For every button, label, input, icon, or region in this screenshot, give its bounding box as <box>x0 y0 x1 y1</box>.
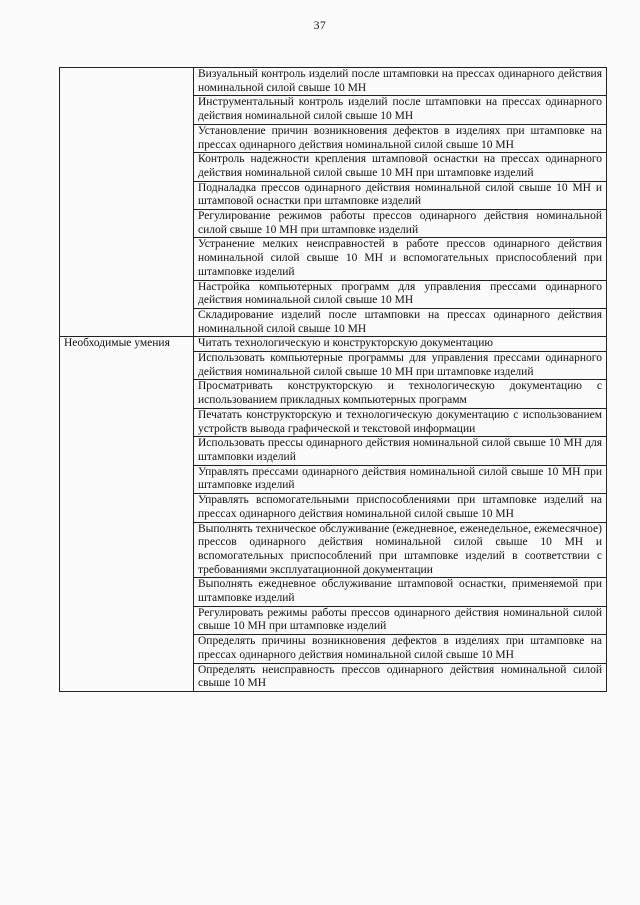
skill-item: Определять неисправность прессов одинарного действия номинальной силой свыше 10 МН <box>194 663 607 691</box>
skills-section <box>60 337 607 692</box>
table-row <box>60 68 607 96</box>
skill-item: Просматривать конструкторскую и технологическую документацию с использованием прикладных компьютерных программ <box>194 380 607 408</box>
skills-label: Необходимые умения <box>60 337 194 692</box>
standard-table <box>59 67 607 692</box>
labor-action-item: Подналадка прессов одинарного действия номинальной силой свыше 10 МН и штамповой оснастки при штамповке изделий <box>194 181 607 209</box>
page-number: 37 <box>313 20 327 32</box>
table-row <box>60 337 607 352</box>
labor-action-item: Контроль надежности крепления штамповой оснастки на прессах одинарного действия номинальной силой свыше 10 МН при штамповке изделий <box>194 153 607 181</box>
skill-item: Использовать прессы одинарного действия номинальной силой свыше 10 МН для штамповки изделий <box>194 437 607 465</box>
labor-action-item: Инструментальный контроль изделий после штамповки на прессах одинарного действия номинальной силой свыше 10 МН <box>194 96 607 124</box>
labor-action-item: Устранение мелких неисправностей в работе прессов одинарного действия номинальной силой свыше 10 МН и вспомогательных приспособлений при штамповке изделий <box>194 238 607 280</box>
skill-item: Использовать компьютерные программы для управления прессами одинарного действия номинальной силой свыше 10 МН при штамповке изделий <box>194 352 607 380</box>
skill-item: Читать технологическую и конструкторскую документацию <box>194 337 607 352</box>
skill-item: Определять причины возникновения дефектов в изделиях при штамповке на прессах одинарного действия номинальной силой свыше 10 МН <box>194 635 607 663</box>
skill-item: Регулировать режимы работы прессов одинарного действия номинальной силой свыше 10 МН при штамповке изделий <box>194 606 607 634</box>
labor-action-item: Настройка компьютерных программ для управления прессами одинарного действия номинальной силой свыше 10 МН <box>194 280 607 308</box>
labor-actions-label-cell <box>60 68 194 337</box>
skill-item: Выполнять ежедневное обслуживание штамповой оснастки, применяемой при штамповке изделий <box>194 578 607 606</box>
labor-actions-section <box>60 68 607 337</box>
labor-action-item: Визуальный контроль изделий после штамповки на прессах одинарного действия номинальной силой свыше 10 МН <box>194 68 607 96</box>
skill-item: Выполнять техническое обслуживание (ежедневное, еженедельное, ежемесячное) прессов одинарного действия номинальной силой свыше 10 МН и вспомогательных приспособлений при штамповке изделий в соответствии с требованиями эксплуатационной документации <box>194 522 607 578</box>
skill-item: Управлять прессами одинарного действия номинальной силой свыше 10 МН при штамповке изделий <box>194 465 607 493</box>
labor-action-item: Складирование изделий после штамповки на прессах одинарного действия номинальной силой свыше 10 МН <box>194 308 607 336</box>
skill-item: Печатать конструкторскую и технологическую документацию с использованием устройств вывода графической и текстовой информации <box>194 408 607 436</box>
labor-action-item: Установление причин возникновения дефектов в изделиях при штамповке на прессах одинарного действия номинальной силой свыше 10 МН <box>194 124 607 152</box>
skill-item: Управлять вспомогательными приспособлениями при штамповке изделий на прессах одинарного действия номинальной силой свыше 10 МН <box>194 494 607 522</box>
labor-action-item: Регулирование режимов работы прессов одинарного действия номинальной силой свыше 10 МН при штамповке изделий <box>194 210 607 238</box>
